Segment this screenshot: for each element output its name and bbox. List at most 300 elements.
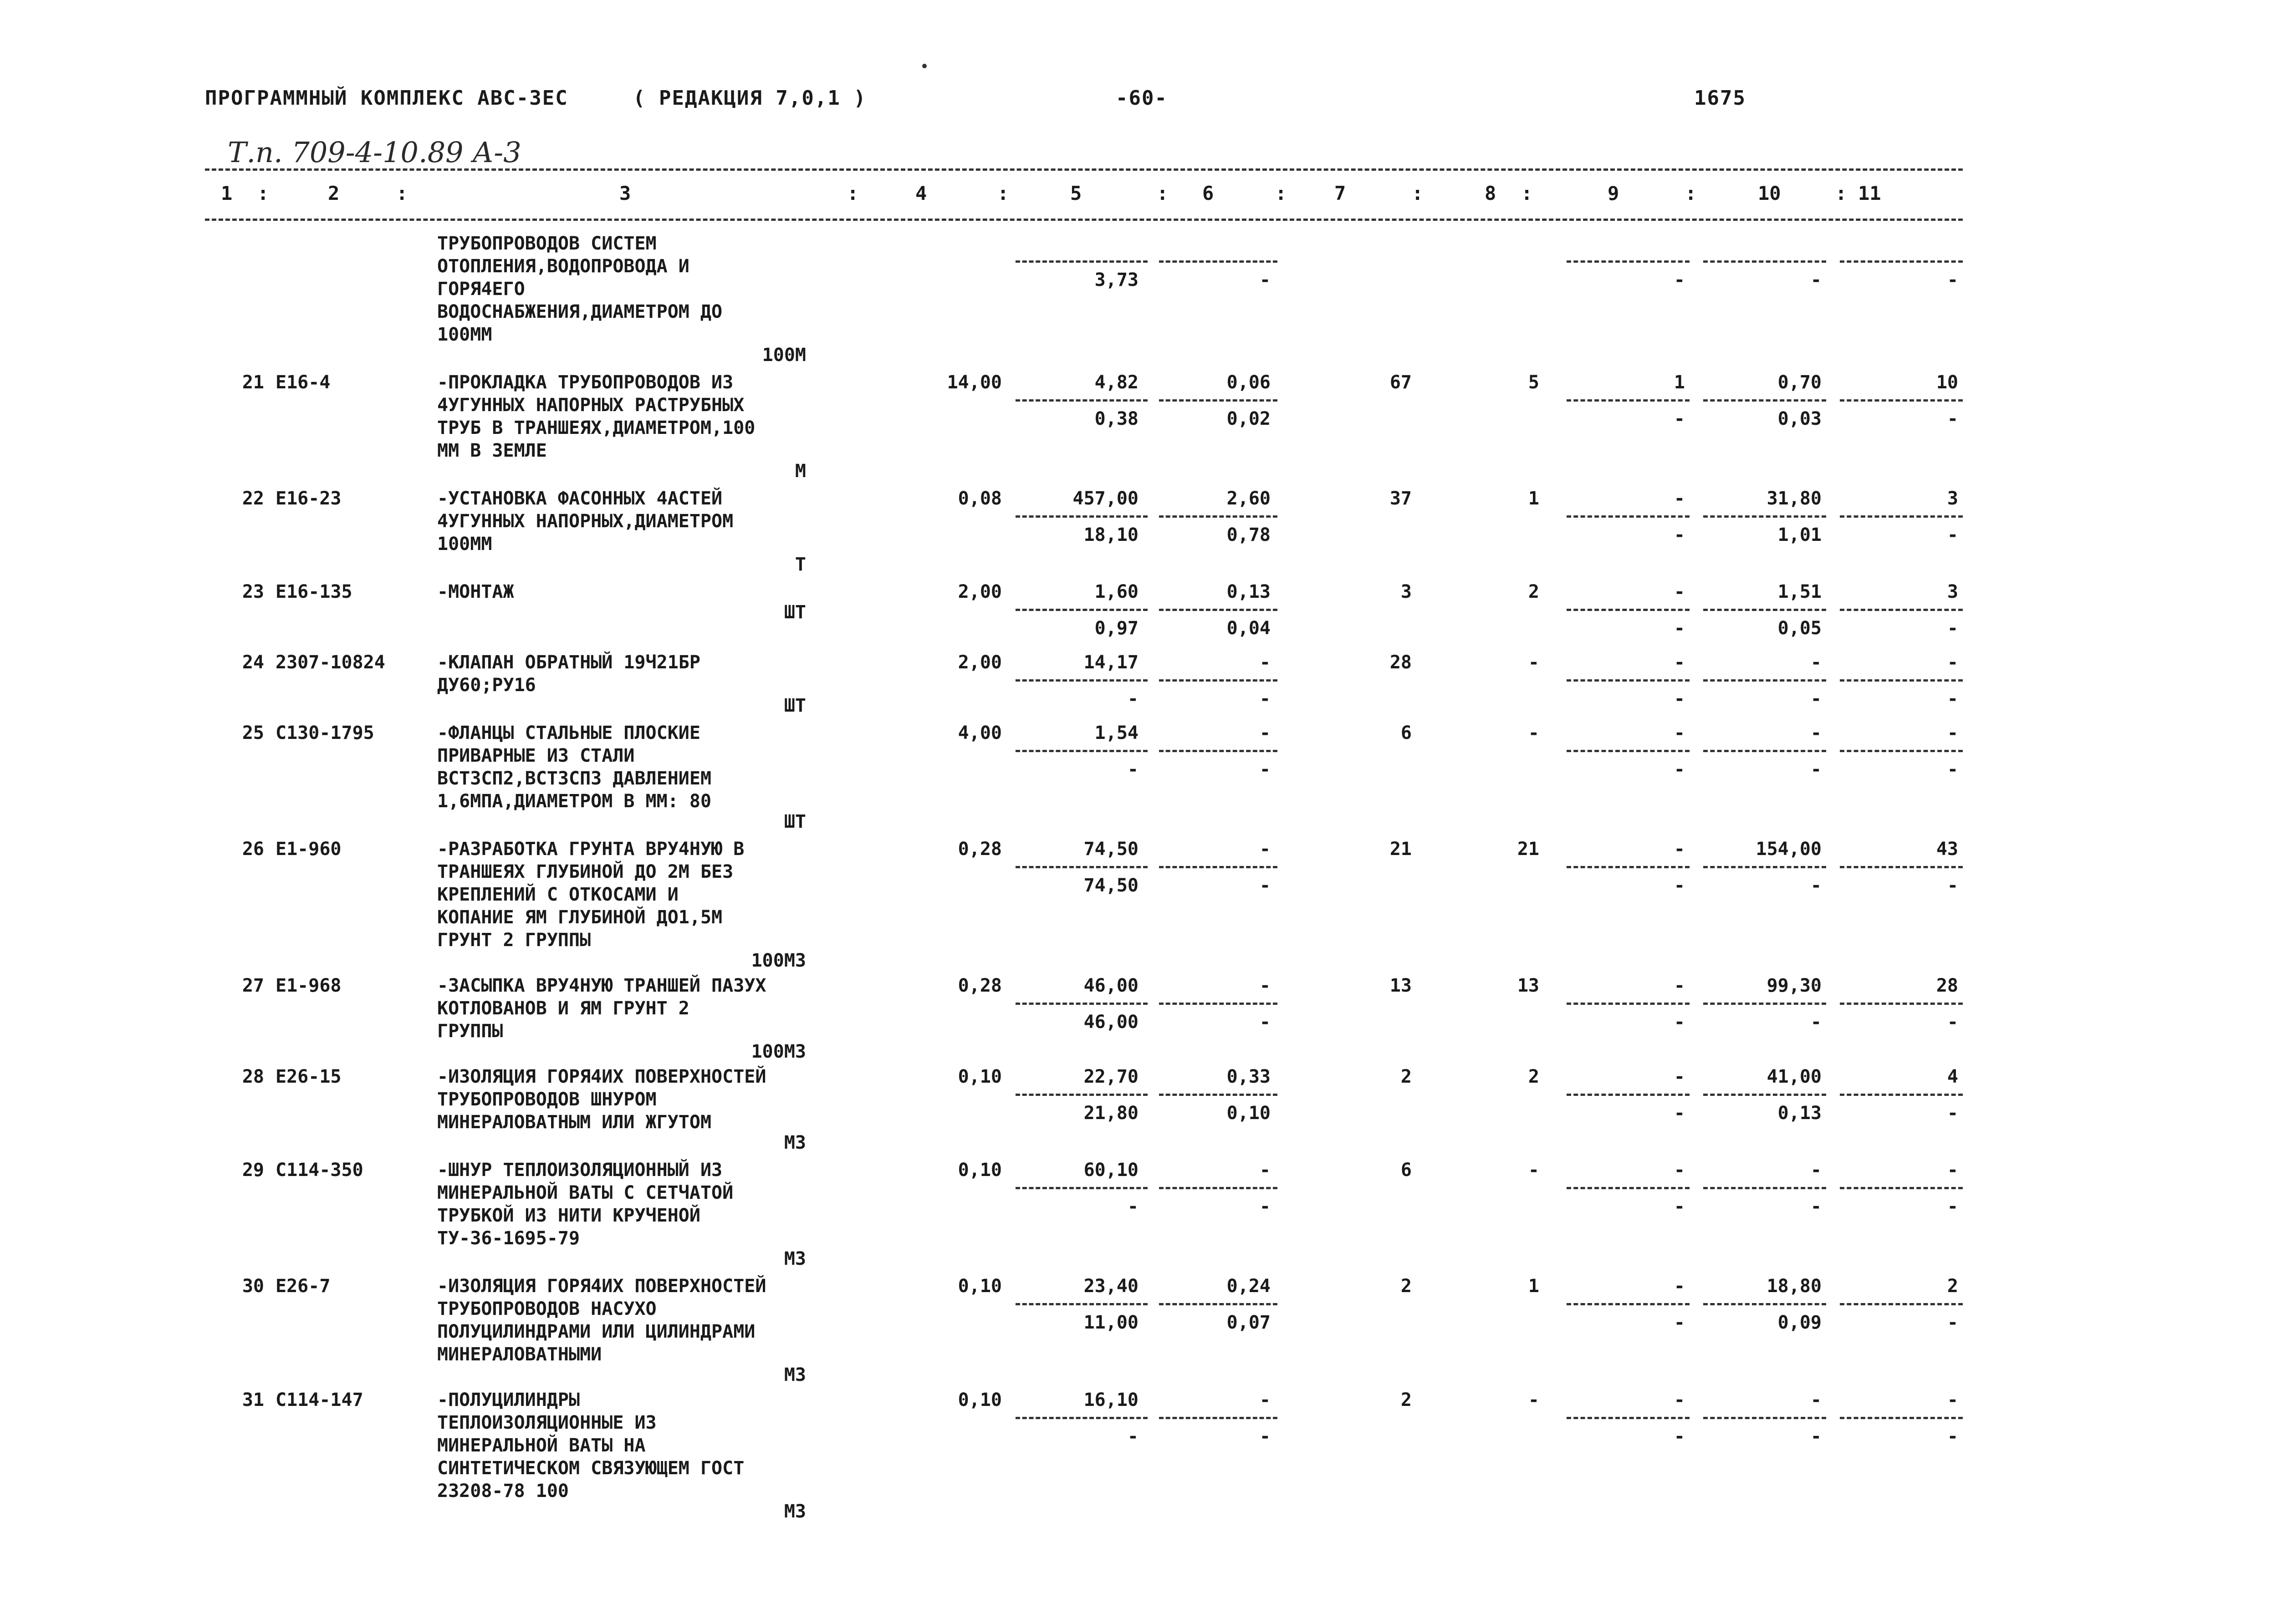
labor-cost-value: 31,80 xyxy=(1766,488,1822,509)
machine-total-value: - xyxy=(1674,1066,1685,1087)
labor-total-value: 3 xyxy=(1947,581,1958,602)
labor-total-value: 3 xyxy=(1947,488,1958,509)
column-separator: : xyxy=(997,182,1009,204)
row-number: 21 xyxy=(242,372,264,393)
row-number: 24 xyxy=(242,652,264,673)
machine-cost-value: 0,06 xyxy=(1226,372,1271,393)
description-line: -ШНУР ТЕПЛОИЗОЛЯЦИОННЫЙ ИЗ xyxy=(437,1160,723,1181)
fraction-line xyxy=(1016,1187,1148,1189)
wage-total-value: - xyxy=(1528,652,1539,673)
labor-total-value: 4 xyxy=(1947,1066,1958,1087)
labor-cost-sub-value: - xyxy=(1810,270,1822,290)
labor-total-sub-value: - xyxy=(1947,408,1958,429)
description-line: 4УГУННЫХ НАПОРНЫХ РАСТРУБНЫХ xyxy=(437,395,745,416)
wage-total-value: 1 xyxy=(1528,488,1539,509)
total-cost-value: 2 xyxy=(1400,1390,1412,1410)
price-code: Е16-4 xyxy=(276,372,331,393)
fraction-line xyxy=(1016,515,1148,518)
machine-total-sub-value: - xyxy=(1674,1312,1685,1333)
price-code: Е26-7 xyxy=(276,1276,331,1297)
unit-cost-wage-value: 46,00 xyxy=(1083,1012,1138,1033)
unit-cost-wage-value: 74,50 xyxy=(1083,875,1138,896)
price-code: Е26-15 xyxy=(276,1066,342,1087)
total-cost-value: 6 xyxy=(1400,723,1412,743)
labor-total-value: - xyxy=(1947,723,1958,743)
column-header-4: 4 xyxy=(915,182,927,204)
quantity-value: 0,08 xyxy=(958,488,1002,509)
fraction-line xyxy=(1840,1187,1963,1189)
fraction-line xyxy=(1159,515,1277,518)
unit-cost-value: 22,70 xyxy=(1083,1066,1138,1087)
labor-cost-value: - xyxy=(1810,723,1822,743)
labor-total-value: 28 xyxy=(1936,975,1958,996)
machine-total-sub-value: - xyxy=(1674,1012,1685,1033)
fraction-line xyxy=(1016,260,1148,263)
machine-cost-value: - xyxy=(1259,1390,1271,1410)
fraction-line xyxy=(1703,609,1826,611)
labor-total-value: - xyxy=(1947,1160,1958,1181)
fraction-line xyxy=(1703,1003,1826,1005)
column-header-5: 5 xyxy=(1070,182,1082,204)
total-cost-value: 6 xyxy=(1400,1160,1412,1181)
machine-cost-value: 0,33 xyxy=(1226,1066,1271,1087)
description-line: -МОНТАЖ xyxy=(437,581,514,602)
machine-wage-value: 0,78 xyxy=(1226,524,1271,545)
fraction-line xyxy=(1703,1417,1826,1419)
row-number: 29 xyxy=(242,1160,264,1181)
column-header-2: 2 xyxy=(328,182,340,204)
description-line: ВСТ3СП2,ВСТ3СП3 ДАВЛЕНИЕМ xyxy=(437,768,712,789)
unit-of-measure: М3 xyxy=(784,1248,806,1269)
unit-cost-value: 74,50 xyxy=(1083,839,1138,860)
fraction-line xyxy=(1703,1303,1826,1305)
quantity-value: 0,10 xyxy=(958,1390,1002,1410)
labor-total-sub-value: - xyxy=(1947,270,1958,290)
quantity-value: 0,28 xyxy=(958,975,1002,996)
price-code: С114-350 xyxy=(276,1160,363,1181)
total-cost-value: 67 xyxy=(1389,372,1412,393)
labor-total-sub-value: - xyxy=(1947,1103,1958,1124)
labor-total-sub-value: - xyxy=(1947,1426,1958,1447)
description-line: ПОЛУЦИЛИНДРАМИ ИЛИ ЦИЛИНДРАМИ xyxy=(437,1321,756,1342)
machine-total-sub-value: - xyxy=(1674,618,1685,639)
description-line: 100ММ xyxy=(437,324,492,345)
machine-cost-value: - xyxy=(1259,652,1271,673)
fraction-line xyxy=(1016,866,1148,868)
description-line: -РАЗРАБОТКА ГРУНТА ВРУ4НУЮ В xyxy=(437,839,745,860)
description-line: КОТЛОВАНОВ И ЯМ ГРУНТ 2 xyxy=(437,998,689,1019)
labor-total-value: 43 xyxy=(1936,839,1958,860)
unit-cost-value: 1,54 xyxy=(1094,723,1138,743)
labor-total-sub-value: - xyxy=(1947,1312,1958,1333)
unit-cost-wage-value: - xyxy=(1127,759,1138,780)
machine-wage-value: 0,02 xyxy=(1226,408,1271,429)
fraction-line xyxy=(1159,399,1277,402)
fraction-line xyxy=(1567,515,1690,518)
description-line: ТЕПЛОИЗОЛЯЦИОННЫЕ ИЗ xyxy=(437,1412,657,1433)
description-line: МИНЕРАЛЬНОЙ ВАТЫ НА xyxy=(437,1435,646,1456)
unit-cost-wage-value: 18,10 xyxy=(1083,524,1138,545)
fraction-line xyxy=(1016,679,1148,682)
fraction-line xyxy=(1016,1003,1148,1005)
machine-total-value: - xyxy=(1674,839,1685,860)
labor-cost-sub-value: - xyxy=(1810,875,1822,896)
labor-cost-value: - xyxy=(1810,1160,1822,1181)
fraction-line xyxy=(1159,609,1277,611)
description-line: ТРУБКОЙ ИЗ НИТИ КРУЧЕНОЙ xyxy=(437,1205,700,1226)
row-number: 23 xyxy=(242,581,264,602)
fraction-line xyxy=(1159,750,1277,752)
labor-total-value: - xyxy=(1947,652,1958,673)
machine-cost-value: - xyxy=(1259,1160,1271,1181)
description-line: -ПРОКЛАДКА ТРУБОПРОВОДОВ ИЗ xyxy=(437,372,734,393)
fraction-line xyxy=(1703,1094,1826,1096)
fraction-line xyxy=(1159,1417,1277,1419)
labor-cost-sub-value: - xyxy=(1810,688,1822,709)
description-line: ТРУБОПРОВОДОВ СИСТЕМ xyxy=(437,233,657,254)
description-line: ПРИВАРНЫЕ ИЗ СТАЛИ xyxy=(437,745,635,766)
price-code: Е1-968 xyxy=(276,975,342,996)
column-separator: : xyxy=(396,182,408,204)
fraction-line xyxy=(1567,1094,1690,1096)
description-line: ТРУБ В ТРАНШЕЯХ,ДИАМЕТРОМ,100 xyxy=(437,417,756,438)
program-title: ПРОГРАММНЫЙ КОМПЛЕКС АВС-3ЕС xyxy=(205,87,568,110)
unit-of-measure: М3 xyxy=(784,1132,806,1153)
labor-cost-value: 0,70 xyxy=(1777,372,1822,393)
unit-cost-wage-value: 3,73 xyxy=(1094,270,1138,290)
machine-wage-value: - xyxy=(1259,875,1271,896)
column-header-8: 8 xyxy=(1485,182,1496,204)
sheet-number: 1675 xyxy=(1694,87,1746,110)
column-header-9: 9 xyxy=(1608,182,1619,204)
edition-label: ( РЕДАКЦИЯ 7,0,1 ) xyxy=(633,87,867,110)
description-line: 23208-78 100 xyxy=(437,1481,569,1502)
fraction-line xyxy=(1840,609,1963,611)
unit-cost-wage-value: - xyxy=(1127,1426,1138,1447)
total-cost-value: 37 xyxy=(1389,488,1412,509)
fraction-line xyxy=(1016,1094,1148,1096)
unit-cost-wage-value: - xyxy=(1127,1196,1138,1217)
fraction-line xyxy=(1567,1003,1690,1005)
description-line: ОТОПЛЕНИЯ,ВОДОПРОВОДА И xyxy=(437,256,689,277)
fraction-line xyxy=(1159,1187,1277,1189)
column-separator: : xyxy=(257,182,269,204)
price-code: С114-147 xyxy=(276,1390,363,1410)
description-line: ТРУБОПРОВОДОВ НАСУХО xyxy=(437,1298,657,1319)
machine-total-value: - xyxy=(1674,652,1685,673)
labor-total-sub-value: - xyxy=(1947,759,1958,780)
fraction-line xyxy=(1567,609,1690,611)
machine-cost-value: 0,13 xyxy=(1226,581,1271,602)
column-header-10: 10 xyxy=(1758,182,1781,204)
fraction-line xyxy=(1703,1187,1826,1189)
row-number: 27 xyxy=(242,975,264,996)
fraction-line xyxy=(1840,515,1963,518)
row-number: 26 xyxy=(242,839,264,860)
labor-cost-sub-value: - xyxy=(1810,759,1822,780)
machine-total-sub-value: - xyxy=(1674,270,1685,290)
fraction-line xyxy=(1159,866,1277,868)
fraction-line xyxy=(1703,679,1826,682)
column-separator: : xyxy=(1685,182,1697,204)
description-line: КРЕПЛЕНИЙ С ОТКОСАМИ И xyxy=(437,884,679,905)
description-line: ТРАНШЕЯХ ГЛУБИНОЙ ДО 2М БЕЗ xyxy=(437,861,734,882)
header-rule-top xyxy=(205,168,1963,171)
labor-cost-sub-value: 0,09 xyxy=(1777,1312,1822,1333)
machine-wage-value: - xyxy=(1259,759,1271,780)
description-line: ТРУБОПРОВОДОВ ШНУРОМ xyxy=(437,1089,657,1110)
labor-total-sub-value: - xyxy=(1947,618,1958,639)
fraction-line xyxy=(1840,750,1963,752)
total-cost-value: 21 xyxy=(1389,839,1412,860)
total-cost-value: 3 xyxy=(1400,581,1412,602)
unit-cost-value: 46,00 xyxy=(1083,975,1138,996)
labor-total-sub-value: - xyxy=(1947,875,1958,896)
fraction-line xyxy=(1567,260,1690,263)
fraction-line xyxy=(1016,609,1148,611)
fraction-line xyxy=(1840,399,1963,402)
labor-cost-value: 18,80 xyxy=(1766,1276,1822,1297)
unit-of-measure: ШТ xyxy=(784,811,806,832)
machine-cost-value: 0,24 xyxy=(1226,1276,1271,1297)
quantity-value: 4,00 xyxy=(958,723,1002,743)
labor-cost-value: 41,00 xyxy=(1766,1066,1822,1087)
machine-wage-value: 0,07 xyxy=(1226,1312,1271,1333)
fraction-line xyxy=(1016,1417,1148,1419)
machine-total-value: - xyxy=(1674,1276,1685,1297)
wage-total-value: 2 xyxy=(1528,1066,1539,1087)
column-header-6: 6 xyxy=(1202,182,1214,204)
fraction-line xyxy=(1159,1303,1277,1305)
fraction-line xyxy=(1840,1094,1963,1096)
machine-total-sub-value: - xyxy=(1674,759,1685,780)
machine-total-sub-value: - xyxy=(1674,1426,1685,1447)
column-header-7: 7 xyxy=(1334,182,1346,204)
description-line: -ИЗОЛЯЦИЯ ГОРЯ4ИХ ПОВЕРХНОСТЕЙ xyxy=(437,1066,766,1087)
machine-total-value: - xyxy=(1674,1160,1685,1181)
unit-of-measure: ШТ xyxy=(784,602,806,623)
column-separator: : xyxy=(1412,182,1424,204)
quantity-value: 0,10 xyxy=(958,1160,1002,1181)
description-line: ГОРЯ4ЕГО xyxy=(437,279,525,300)
column-header-1: 1 xyxy=(221,182,233,204)
description-line: ГРУППЫ xyxy=(437,1021,503,1042)
labor-total-value: 10 xyxy=(1936,372,1958,393)
description-line: ТУ-36-1695-79 xyxy=(437,1228,580,1249)
labor-cost-sub-value: 0,13 xyxy=(1777,1103,1822,1124)
wage-total-value: 1 xyxy=(1528,1276,1539,1297)
unit-of-measure: М3 xyxy=(784,1501,806,1522)
quantity-value: 0,28 xyxy=(958,839,1002,860)
fraction-line xyxy=(1567,866,1690,868)
quantity-value: 14,00 xyxy=(947,372,1002,393)
description-line: ММ В ЗЕМЛЕ xyxy=(437,440,547,461)
machine-wage-value: - xyxy=(1259,1012,1271,1033)
wage-total-value: 13 xyxy=(1517,975,1539,996)
description-line: -КЛАПАН ОБРАТНЫЙ 19Ч21БР xyxy=(437,652,700,673)
description-line: МИНЕРАЛЬНОЙ ВАТЫ С СЕТЧАТОЙ xyxy=(437,1182,734,1203)
description-line: 1,6МПА,ДИАМЕТРОМ В ММ: 80 xyxy=(437,791,712,812)
fraction-line xyxy=(1159,1094,1277,1096)
description-line: СИНТЕТИЧЕСКОМ СВЯЗУЮЩЕМ ГОСТ xyxy=(437,1458,745,1479)
unit-cost-value: 1,60 xyxy=(1094,581,1138,602)
quantity-value: 0,10 xyxy=(958,1276,1002,1297)
machine-total-sub-value: - xyxy=(1674,1103,1685,1124)
description-line: КОПАНИЕ ЯМ ГЛУБИНОЙ ДО1,5М xyxy=(437,907,723,928)
column-separator: : xyxy=(847,182,859,204)
labor-cost-sub-value: - xyxy=(1810,1196,1822,1217)
unit-of-measure: М3 xyxy=(784,1364,806,1385)
price-code: С130-1795 xyxy=(276,723,374,743)
wage-total-value: - xyxy=(1528,723,1539,743)
unit-of-measure: 100М3 xyxy=(751,950,806,971)
labor-cost-value: 99,30 xyxy=(1766,975,1822,996)
column-separator: : xyxy=(1835,182,1847,204)
labor-cost-sub-value: - xyxy=(1810,1426,1822,1447)
machine-wage-value: - xyxy=(1259,688,1271,709)
unit-cost-value: 23,40 xyxy=(1083,1276,1138,1297)
machine-wage-value: 0,10 xyxy=(1226,1103,1271,1124)
machine-total-sub-value: - xyxy=(1674,1196,1685,1217)
unit-of-measure: ШТ xyxy=(784,695,806,716)
machine-cost-value: - xyxy=(1259,975,1271,996)
labor-cost-value: 154,00 xyxy=(1756,839,1822,860)
total-cost-value: 13 xyxy=(1389,975,1412,996)
fraction-line xyxy=(1567,399,1690,402)
labor-total-value: 2 xyxy=(1947,1276,1958,1297)
description-line: МИНЕРАЛОВАТНЫМИ xyxy=(437,1344,602,1365)
labor-cost-sub-value: 1,01 xyxy=(1777,524,1822,545)
description-line: -УСТАНОВКА ФАСОННЫХ 4АСТЕЙ xyxy=(437,488,723,509)
fraction-line xyxy=(1703,260,1826,263)
total-cost-value: 28 xyxy=(1389,652,1412,673)
unit-of-measure: 100М xyxy=(762,345,806,366)
machine-total-sub-value: - xyxy=(1674,875,1685,896)
fraction-line xyxy=(1840,679,1963,682)
description-line: ВОДОСНАБЖЕНИЯ,ДИАМЕТРОМ ДО xyxy=(437,301,723,322)
unit-cost-wage-value: 21,80 xyxy=(1083,1103,1138,1124)
machine-wage-value: - xyxy=(1259,270,1271,290)
unit-cost-wage-value: 0,38 xyxy=(1094,408,1138,429)
header-rule-bottom xyxy=(205,219,1963,221)
labor-cost-sub-value: 0,03 xyxy=(1777,408,1822,429)
column-header-3: 3 xyxy=(619,182,631,204)
fraction-line xyxy=(1703,515,1826,518)
unit-of-measure: Т xyxy=(795,554,806,575)
unit-cost-wage-value: 11,00 xyxy=(1083,1312,1138,1333)
unit-cost-value: 457,00 xyxy=(1072,488,1138,509)
unit-cost-value: 14,17 xyxy=(1083,652,1138,673)
price-code: Е16-135 xyxy=(276,581,352,602)
quantity-value: 2,00 xyxy=(958,652,1002,673)
row-number: 22 xyxy=(242,488,264,509)
machine-total-value: - xyxy=(1674,581,1685,602)
fraction-line xyxy=(1840,866,1963,868)
fraction-line xyxy=(1703,750,1826,752)
unit-cost-value: 16,10 xyxy=(1083,1390,1138,1410)
price-code: Е16-23 xyxy=(276,488,342,509)
price-code: Е1-960 xyxy=(276,839,342,860)
fraction-line xyxy=(1840,1003,1963,1005)
description-line: 4УГУННЫХ НАПОРНЫХ,ДИАМЕТРОМ xyxy=(437,511,734,532)
machine-wage-value: - xyxy=(1259,1426,1271,1447)
labor-cost-sub-value: 0,05 xyxy=(1777,618,1822,639)
handwritten-reference: Т.п. 709-4-10.89 А-3 xyxy=(228,136,521,169)
unit-of-measure: 100М3 xyxy=(751,1041,806,1062)
wage-total-value: - xyxy=(1528,1390,1539,1410)
total-cost-value: 2 xyxy=(1400,1276,1412,1297)
description-line: ГРУНТ 2 ГРУППЫ xyxy=(437,930,591,951)
machine-cost-value: - xyxy=(1259,839,1271,860)
fraction-line xyxy=(1567,1187,1690,1189)
machine-cost-value: 2,60 xyxy=(1226,488,1271,509)
labor-cost-value: - xyxy=(1810,652,1822,673)
speck xyxy=(922,64,927,68)
fraction-line xyxy=(1703,866,1826,868)
column-separator: : xyxy=(1275,182,1287,204)
unit-of-measure: М xyxy=(795,461,806,482)
fraction-line xyxy=(1159,679,1277,682)
unit-cost-value: 60,10 xyxy=(1083,1160,1138,1181)
fraction-line xyxy=(1567,679,1690,682)
row-number: 30 xyxy=(242,1276,264,1297)
machine-cost-value: - xyxy=(1259,723,1271,743)
labor-total-sub-value: - xyxy=(1947,524,1958,545)
labor-total-sub-value: - xyxy=(1947,688,1958,709)
fraction-line xyxy=(1159,260,1277,263)
machine-total-sub-value: - xyxy=(1674,688,1685,709)
row-number: 25 xyxy=(242,723,264,743)
wage-total-value: 5 xyxy=(1528,372,1539,393)
wage-total-value: 2 xyxy=(1528,581,1539,602)
quantity-value: 2,00 xyxy=(958,581,1002,602)
price-code: 2307-10824 xyxy=(276,652,385,673)
column-separator: : xyxy=(1157,182,1169,204)
fraction-line xyxy=(1840,260,1963,263)
row-number: 31 xyxy=(242,1390,264,1410)
wage-total-value: - xyxy=(1528,1160,1539,1181)
description-line: -ПОЛУЦИЛИНДРЫ xyxy=(437,1390,580,1410)
description-line: ДУ60;РУ16 xyxy=(437,675,536,696)
machine-total-value: - xyxy=(1674,1390,1685,1410)
wage-total-value: 21 xyxy=(1517,839,1539,860)
description-line: -ЗАСЫПКА ВРУ4НУЮ ТРАНШЕЙ ПАЗУХ xyxy=(437,975,766,996)
fraction-line xyxy=(1016,1303,1148,1305)
fraction-line xyxy=(1567,1417,1690,1419)
description-line: -ИЗОЛЯЦИЯ ГОРЯ4ИХ ПОВЕРХНОСТЕЙ xyxy=(437,1276,766,1297)
labor-cost-sub-value: - xyxy=(1810,1012,1822,1033)
fraction-line xyxy=(1840,1303,1963,1305)
labor-total-sub-value: - xyxy=(1947,1196,1958,1217)
machine-total-value: 1 xyxy=(1674,372,1685,393)
fraction-line xyxy=(1159,1003,1277,1005)
machine-total-value: - xyxy=(1674,975,1685,996)
fraction-line xyxy=(1567,1303,1690,1305)
unit-cost-wage-value: - xyxy=(1127,688,1138,709)
machine-total-value: - xyxy=(1674,723,1685,743)
unit-cost-value: 4,82 xyxy=(1094,372,1138,393)
quantity-value: 0,10 xyxy=(958,1066,1002,1087)
page-number: -60- xyxy=(1116,87,1168,110)
fraction-line xyxy=(1016,399,1148,402)
fraction-line xyxy=(1840,1417,1963,1419)
description-line: 100ММ xyxy=(437,534,492,555)
labor-cost-value: - xyxy=(1810,1390,1822,1410)
machine-total-sub-value: - xyxy=(1674,524,1685,545)
labor-total-sub-value: - xyxy=(1947,1012,1958,1033)
machine-total-sub-value: - xyxy=(1674,408,1685,429)
fraction-line xyxy=(1567,750,1690,752)
